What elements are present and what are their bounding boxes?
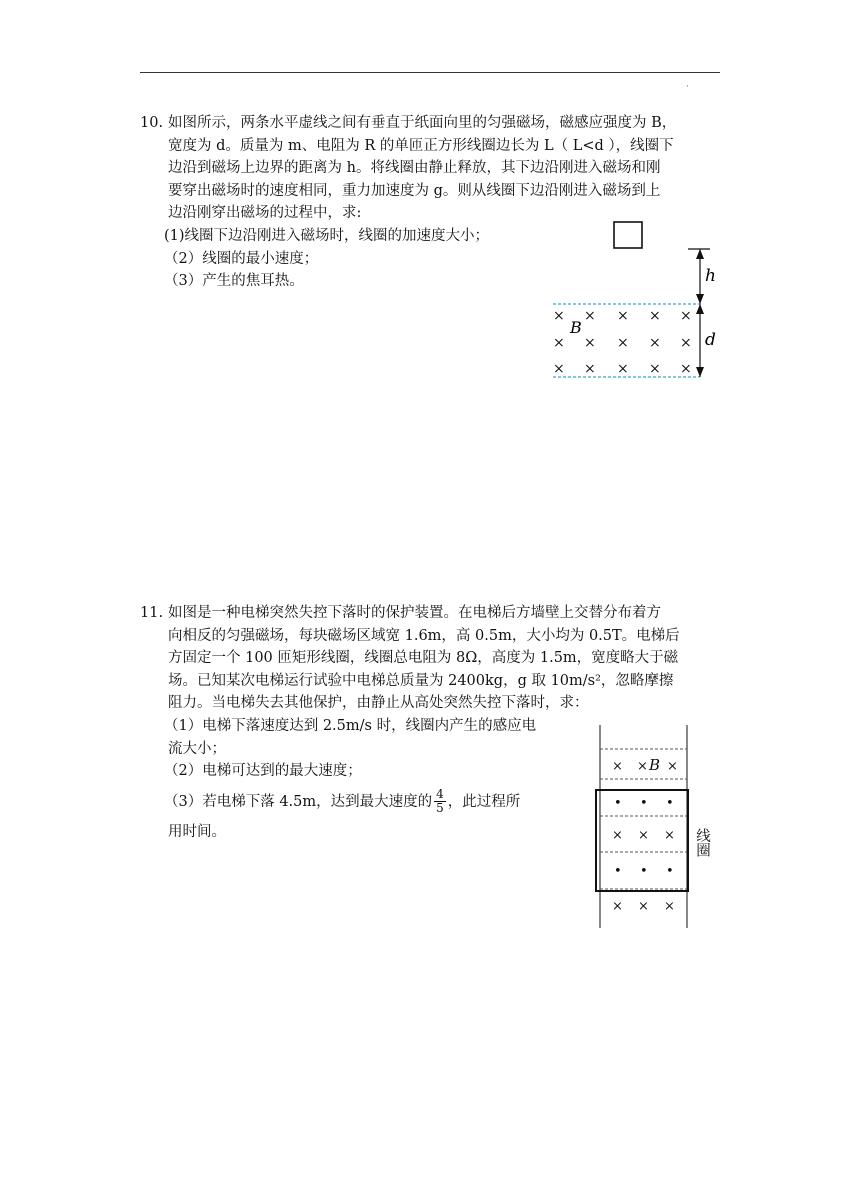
svg-text:•: • bbox=[614, 864, 622, 879]
svg-text:×: × bbox=[649, 335, 661, 351]
svg-text:•: • bbox=[640, 796, 648, 811]
svg-text:•: • bbox=[666, 796, 674, 811]
svg-text:×: × bbox=[649, 308, 661, 324]
svg-text:×: × bbox=[612, 759, 623, 774]
svg-text:×: × bbox=[637, 759, 648, 774]
svg-text:×: × bbox=[649, 361, 661, 377]
q11-part-3: （3）若电梯下落 4.5m，达到最大速度的 $\frac{4}{5}$ ，此过程所 bbox=[164, 787, 521, 816]
q10-line-5: 边沿刚穿出磁场的过程中，求: bbox=[168, 205, 362, 222]
svg-text:×: × bbox=[612, 828, 623, 843]
label-B: B bbox=[570, 318, 582, 337]
q10-line-4: 要穿出磁场时的速度相同，重力加速度为 g。则从线圈下边沿刚进入磁场到上 bbox=[168, 182, 661, 199]
q11-number: 11. bbox=[140, 605, 164, 621]
svg-text:•: • bbox=[640, 864, 648, 879]
svg-text:×: × bbox=[617, 335, 629, 351]
svg-text:×: × bbox=[680, 335, 692, 351]
svg-text:×: × bbox=[584, 335, 596, 351]
svg-text:×: × bbox=[617, 308, 629, 324]
q11-part-3-end: 用时间。 bbox=[168, 823, 226, 840]
label-B-2: B bbox=[649, 756, 661, 774]
arrow-h-bottom bbox=[696, 294, 704, 304]
arrow-d-top bbox=[696, 304, 704, 314]
svg-text:×: × bbox=[667, 759, 678, 774]
svg-text:×: × bbox=[612, 899, 623, 914]
svg-text:×: × bbox=[664, 828, 675, 843]
svg-text:×: × bbox=[664, 899, 675, 914]
arrow-d-bottom bbox=[696, 367, 704, 377]
svg-text:×: × bbox=[680, 308, 692, 324]
q10-part-3: （3）产生的焦耳热。 bbox=[164, 273, 304, 290]
q11-line-4: 场。已知某次电梯运行试验中电梯总质量为 2400kg，g 取 10m/s²，忽略摩擦 bbox=[168, 672, 674, 689]
svg-text:×: × bbox=[584, 361, 596, 377]
svg-text:×: × bbox=[584, 308, 596, 324]
arrow-h-top bbox=[696, 249, 704, 259]
q10-line-1: 10. 如图所示，两条水平虚线之间有垂直于纸面向里的匀强磁场，磁感应强度为 B， bbox=[140, 112, 720, 135]
label-coil: 线圈 bbox=[694, 828, 710, 857]
svg-text:×: × bbox=[553, 335, 565, 351]
page-marker: · bbox=[686, 82, 689, 92]
q10-part-2: （2）线圈的最小速度； bbox=[164, 250, 319, 267]
q11-part-1a: （1）电梯下落速度达到 2.5m/s 时，线圈内产生的感应电 bbox=[164, 717, 537, 734]
q11-line-1: 11. 如图是一种电梯突然失控下落时的保护装置。在电梯后方墙壁上交替分布着方 bbox=[140, 602, 720, 625]
q11-part-1b: 流大小； bbox=[168, 740, 226, 757]
q11-part-2: （2）电梯可达到的最大速度； bbox=[164, 763, 362, 780]
square-coil bbox=[614, 222, 642, 248]
svg-text:•: • bbox=[614, 796, 622, 811]
q10-number: 10. bbox=[140, 115, 164, 131]
svg-text:×: × bbox=[680, 361, 692, 377]
q11-line-3: 方固定一个 100 匝矩形线圈，线圈总电阻为 8Ω，高度为 1.5m，宽度略大于磁 bbox=[168, 650, 679, 667]
label-d: d bbox=[705, 330, 716, 350]
q10-line-2: 宽度为 d。质量为 m、电阻为 R 的单匝正方形线圈边长为 L（ L<d ），线圈下 bbox=[168, 137, 674, 154]
q10-figure bbox=[545, 215, 720, 385]
fraction-4-5: $\frac{4}{5}$ bbox=[436, 787, 444, 816]
svg-text:×: × bbox=[553, 308, 565, 324]
svg-text:•: • bbox=[666, 864, 674, 879]
svg-text:×: × bbox=[553, 361, 565, 377]
q10-part-1: (1)线圈下边沿刚进入磁场时，线圈的加速度大小； bbox=[164, 227, 490, 244]
svg-text:×: × bbox=[638, 899, 649, 914]
header-rule bbox=[140, 72, 720, 73]
q10-line-3: 边沿到磁场上边界的距离为 h。将线圈由静止释放，其下边沿刚进入磁场和刚 bbox=[168, 160, 661, 177]
q11-line-5: 阻力。当电梯失去其他保护，由静止从高处突然失控下落时，求： bbox=[168, 695, 589, 712]
svg-text:×: × bbox=[638, 828, 649, 843]
svg-text:×: × bbox=[617, 361, 629, 377]
q11-line-2: 向相反的匀强磁场，每块磁场区域宽 1.6m，高 0.5m，大小均为 0.5T。电梯后 bbox=[168, 627, 680, 644]
label-h: h bbox=[705, 266, 716, 286]
